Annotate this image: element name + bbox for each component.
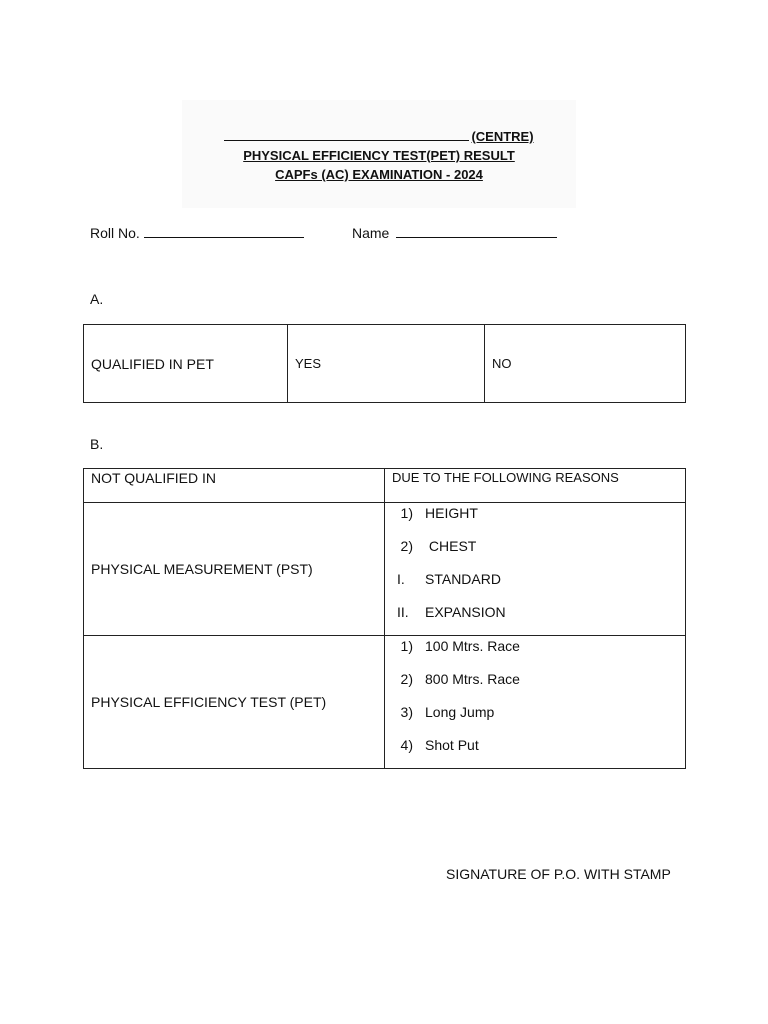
roll-number-label: Roll No. [90, 225, 140, 241]
qualified-row [84, 325, 686, 403]
table-row [84, 503, 686, 636]
name-blank [396, 226, 557, 238]
centre-line [182, 129, 576, 144]
reason-list-pet [385, 636, 686, 769]
name-label: Name [352, 225, 390, 241]
section-b-label: B. [90, 436, 104, 452]
table-header-row [84, 469, 686, 503]
header-not-qualified: NOT QUALIFIED IN [84, 469, 385, 503]
roll-number-blank [144, 226, 304, 238]
document-title: PHYSICAL EFFICIENCY TEST(PET) RESULT [243, 148, 515, 163]
not-qualified-table [83, 468, 686, 769]
qualified-table [83, 324, 686, 403]
document-subtitle: CAPFs (AC) EXAMINATION - 2024 [275, 167, 483, 182]
reason-list-pst [385, 503, 686, 636]
no-cell: NO [485, 325, 686, 403]
list-item: 2) CHEST [400, 538, 477, 554]
qualified-label: QUALIFIED IN PET [84, 325, 288, 403]
list-item: I. STANDARD [397, 571, 501, 587]
group-title-pst: PHYSICAL MEASUREMENT (PST) [84, 503, 385, 636]
table-row [84, 636, 686, 769]
header-reasons: DUE TO THE FOLLOWING REASONS [385, 469, 686, 503]
centre-blank-line [224, 130, 469, 141]
list-item: 4) Shot Put [400, 737, 479, 753]
roll-number-field [90, 225, 304, 241]
group-title-pet: PHYSICAL EFFICIENCY TEST (PET) [84, 636, 385, 769]
yes-cell: YES [288, 325, 485, 403]
list-item: II. EXPANSION [397, 604, 506, 620]
list-item: 1) HEIGHT [400, 505, 478, 521]
section-a-label: A. [90, 291, 104, 307]
signature-label: SIGNATURE OF P.O. WITH STAMP [446, 866, 671, 882]
centre-label: (CENTRE) [471, 129, 534, 144]
name-field [352, 225, 557, 241]
list-item: 2) 800 Mtrs. Race [400, 671, 520, 687]
list-item: 1) 100 Mtrs. Race [400, 638, 520, 654]
list-item: 3) Long Jump [400, 704, 495, 720]
